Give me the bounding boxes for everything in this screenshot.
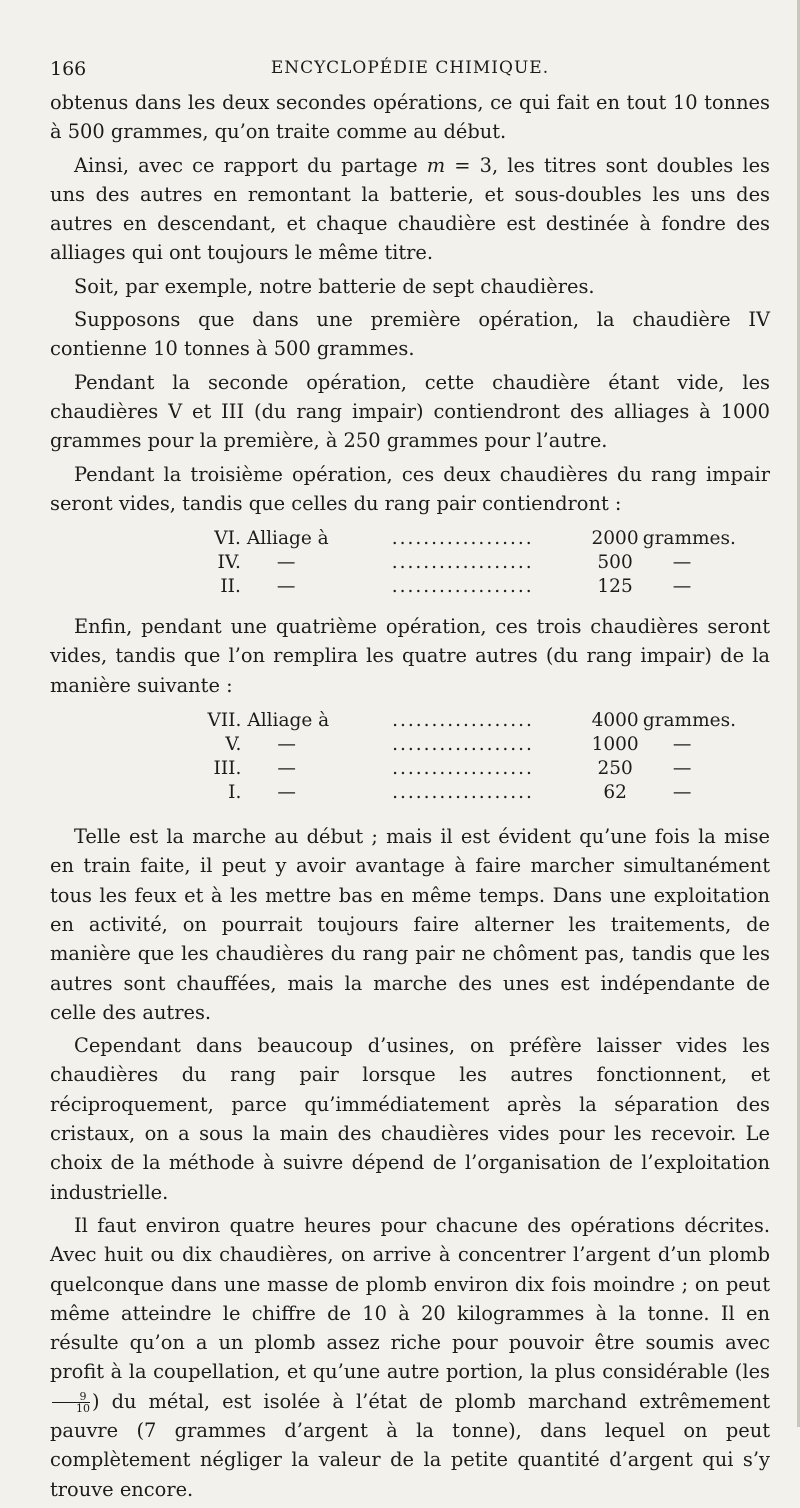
boiler-number: V.: [225, 733, 242, 755]
paragraph-7: Enfin, pendant une quatrième opération, ces trois chaudières seront vides, tandis que l’on remplira les quatre autres (du rang impair) de la manière suivante :: [50, 615, 770, 697]
alloy-unit: —: [672, 781, 692, 803]
paragraph-5: Pendant la seconde opération, cette chaudière étant vide, les chaudières V et III (du rang impair) contiendront des alliages à 1000 grammes pour la première, à 250 grammes pour l’autre.: [50, 370, 770, 453]
alloy-unit: —: [672, 733, 692, 755]
paragraph-9: Cependant dans beaucoup d’usines, on préfère laisser vides les chaudières du rang pair lorsque les autres fonctionnent, et réciproquement, parce qu’immédiatement après la séparation des cristaux, on a sous la main des chaudières vides pour les recevoir. Le choix de la méthode à suivre dépend de l’organisation de l’exploitation industrielle.: [50, 1034, 770, 1204]
paragraph-10-start: Il faut environ quatre heures pour chacune des opérations décrites. Avec huit ou dix chaudières, on arrive à concentrer l’argent d’un plomb quelconque dans une masse de plomb environ dix fois moindre ; on peut même atteindre le chiffre de 10 à 20 kilogrammes à la tonne. Il en résulte qu’on a un plomb assez riche pour pouvoir être soumis avec profit à la coupellation, et qu’une autre portion, la plus considérable (les: [50, 1213, 770, 1384]
table-row: [200, 574, 770, 598]
boiler-number: III.: [213, 757, 242, 779]
leader-dots: ..................: [392, 757, 534, 779]
page-body: [50, 88, 770, 1508]
leader-dots: ..................: [392, 733, 534, 755]
table-row: [200, 526, 770, 550]
boiler-number: VII.: [207, 709, 242, 731]
alloy-unit: —: [672, 551, 692, 573]
boiler-number: I.: [228, 781, 242, 803]
paragraph-6: Pendant la troisième opération, ces deux chaudières du rang impair seront vides, tandis que celles du rang pair contiendront :: [50, 462, 770, 515]
table-row: [200, 756, 770, 780]
leader-dots: ..................: [391, 527, 534, 549]
leader-dots: ..................: [391, 551, 534, 573]
alloy-label: Alliage à: [246, 527, 329, 549]
table-row: [200, 550, 770, 574]
paragraph-3: Soit, par exemple, notre batterie de sept chaudières.: [74, 274, 595, 298]
fraction-numerator: 9: [52, 1391, 90, 1403]
leader-dots: ..................: [392, 781, 534, 803]
paragraph-2-start: Ainsi, avec ce rapport du partage: [74, 153, 427, 177]
paragraph-1: obtenus dans les deux secondes opérations, ce qui fait en tout 10 tonnes à 500 grammes, qu’on traite comme au début.: [50, 91, 770, 144]
table-row: [200, 708, 770, 732]
alloy-label: —: [276, 575, 296, 597]
boiler-number: IV.: [217, 551, 241, 573]
alloy-value: 4000: [591, 709, 639, 731]
alloy-unit: grammes.: [642, 527, 736, 549]
leader-dots: ..................: [392, 709, 534, 731]
alloy-unit: —: [672, 575, 692, 597]
fraction-nine-tenths: [52, 1391, 90, 1414]
leader-dots: ..................: [391, 575, 534, 597]
alloy-unit: grammes.: [642, 709, 736, 731]
table-row: [200, 732, 770, 756]
alloy-value: 62: [603, 781, 627, 803]
paragraph-2: [50, 151, 770, 268]
paragraph-4: Supposons que dans une première opération, la chaudière IV contienne 10 tonnes à 500 grammes.: [50, 308, 770, 361]
alloy-value: 125: [597, 575, 633, 597]
alloy-value: 2000: [591, 527, 639, 549]
paragraph-10-end: ) du métal, est isolée à l’état de plomb marchand extrêmement pauvre (7 grammes d’argent à la tonne), dans lequel on peut complètement négliger la valeur de la petite quantité d’argent qui s’y trouve encore.: [50, 1389, 770, 1501]
boiler-number: II.: [220, 575, 241, 597]
alloy-value: 500: [597, 551, 633, 573]
alloy-value: 1000: [591, 733, 639, 755]
even-rank-alloys-table: [200, 526, 770, 598]
alloy-label: —: [276, 551, 296, 573]
alloy-label: —: [277, 757, 296, 779]
paragraph-2-end: = 3, les titres sont doubles les uns des autres en remontant la batterie, et sous-doubles les uns des autres en descendant, et chaque chaudière est destinée à fondre des alliages qui ont toujours le même titre.: [50, 153, 771, 265]
page-number: 166: [50, 58, 87, 80]
alloy-label: Alliage à: [247, 709, 330, 731]
alloy-label: —: [277, 781, 296, 803]
odd-rank-alloys-table: [200, 708, 770, 804]
boiler-number: VI.: [214, 527, 241, 549]
running-title: ENCYCLOPÉDIE CHIMIQUE.: [270, 58, 550, 78]
table-row: [200, 780, 770, 804]
fraction-denominator: 10: [76, 1402, 90, 1416]
paragraph-10: [50, 1211, 770, 1504]
alloy-value: 250: [597, 757, 633, 779]
ratio-variable: m: [426, 153, 446, 177]
alloy-unit: —: [672, 757, 692, 779]
page-header: [50, 58, 770, 86]
alloy-label: —: [277, 733, 296, 755]
paragraph-8: Telle est la marche au début ; mais il est évident qu’une fois la mise en train faite, il peut y avoir avantage à faire marcher simultanément tous les feux et à les mettre bas en même temps. Dans une exploitation en activité, on pourrait toujours faire alterner les traitements, de manière que les chaudières du rang pair ne chôment pas, tandis que les autres sont chauffées, mais la marche des unes est indépendante de celle des autres.: [50, 825, 770, 1024]
